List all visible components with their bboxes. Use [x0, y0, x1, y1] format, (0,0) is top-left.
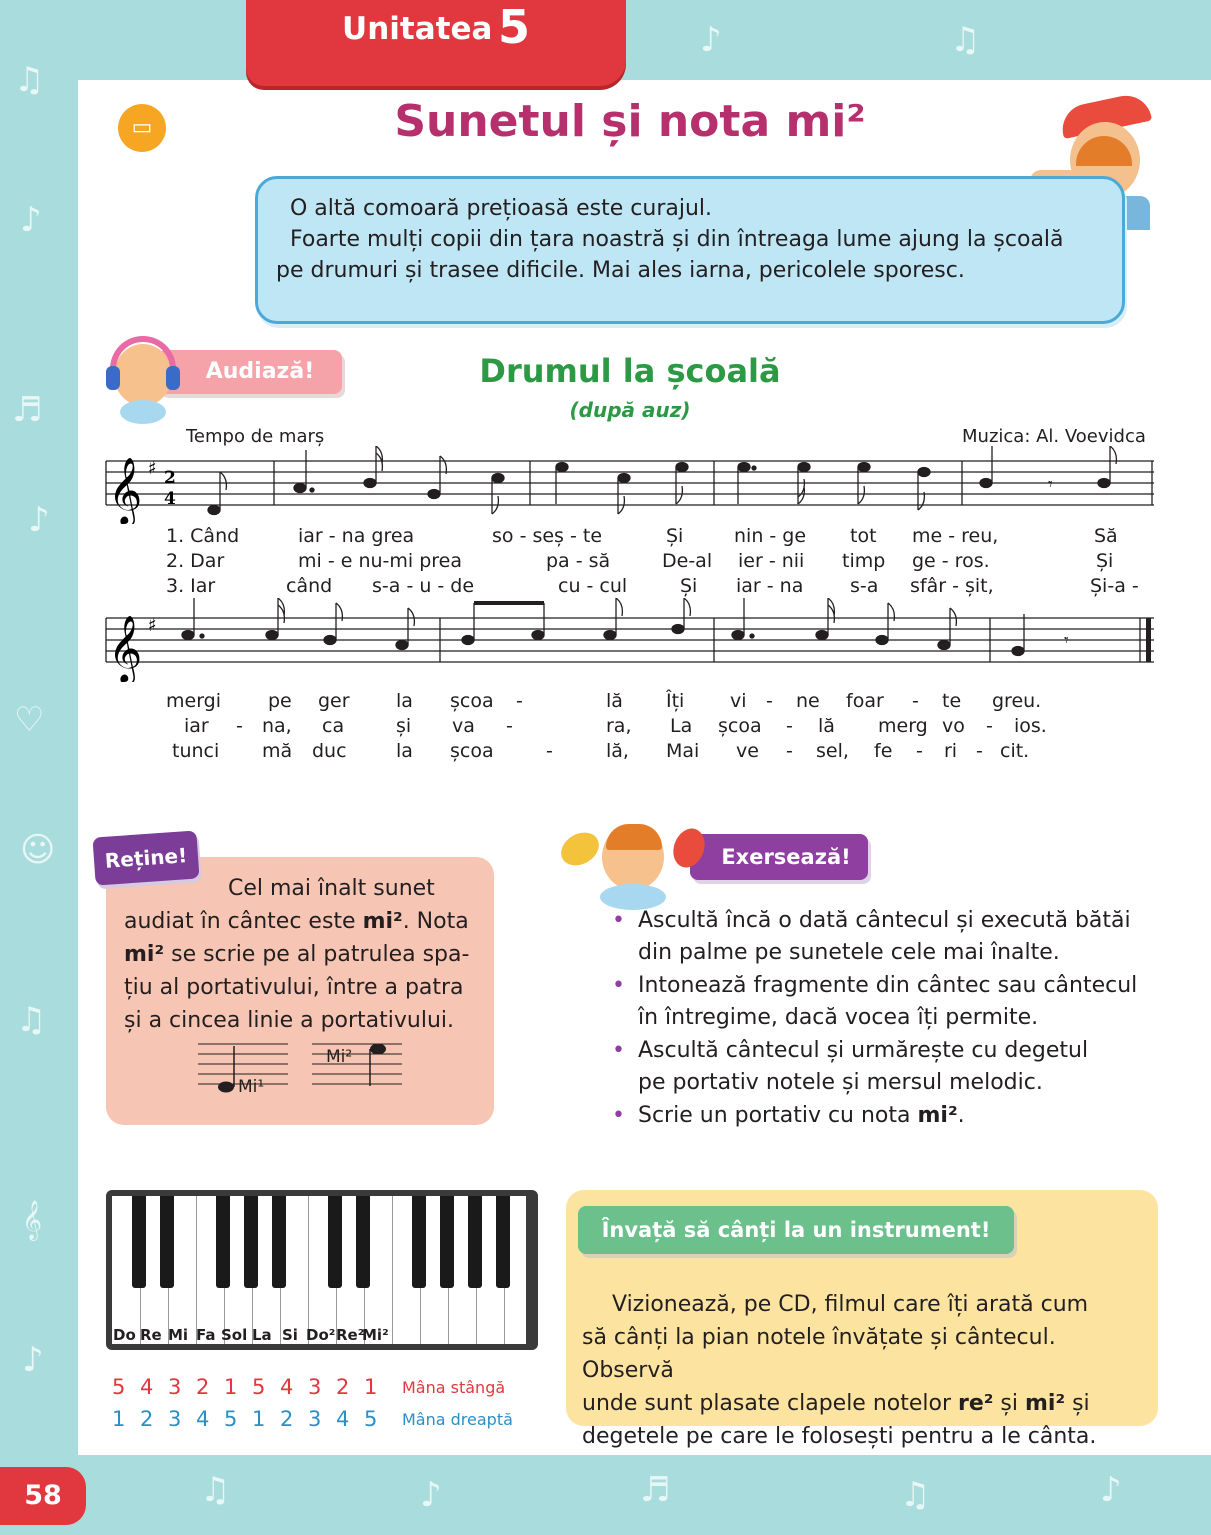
lyric-word: școa	[450, 690, 494, 712]
lyric-word: ra,	[606, 715, 632, 737]
learn-instrument-text	[582, 1288, 1152, 1453]
lyric-word: -	[516, 690, 523, 712]
lyric-word: nin - ge	[734, 525, 807, 547]
text-fragment: . Nota	[402, 909, 469, 934]
lyric-word: lă	[818, 715, 835, 737]
lyric-word: Îți	[666, 690, 685, 712]
music-note-icon: ♪	[22, 1340, 44, 1380]
lyric-word: -	[986, 715, 993, 737]
finger-number: 5	[112, 1375, 126, 1399]
intro-line: O altă comoară prețioasă este curajul.	[290, 196, 713, 221]
text-fragment: se scrie pe al patrulea spa-	[164, 942, 470, 967]
black-key	[272, 1196, 286, 1288]
lyric-word: ve	[736, 740, 759, 762]
computer-icon: ▭	[118, 104, 166, 152]
finger-number: 4	[336, 1407, 350, 1431]
practice-badge	[690, 834, 868, 880]
lyric-word: la	[396, 690, 413, 712]
bottom-border	[0, 1455, 1211, 1535]
music-note-icon: ♪	[20, 200, 42, 240]
unit-number: 5	[497, 0, 530, 54]
time-signature-bottom: 4	[164, 489, 176, 509]
lyric-word: cu - cul	[558, 575, 628, 597]
list-item-text: pe portativ notele și mersul melodic.	[638, 1070, 1043, 1095]
lyric-word: fe	[874, 740, 893, 762]
learn-line: să cânți la pian notele învățate și cântecul. Observă	[582, 1325, 1056, 1383]
svg-text:𝄾: 𝄾	[1064, 630, 1069, 651]
lyric-word: me - reu,	[912, 525, 999, 547]
black-key	[160, 1196, 174, 1288]
note-mi2: mi²	[124, 942, 165, 967]
lyric-word: 2. Dar	[166, 550, 225, 572]
lyric-word: lă,	[606, 740, 629, 762]
lyric-word: pe	[268, 690, 292, 712]
list-item	[612, 905, 1172, 969]
lyric-word: mi - e nu-mi prea	[298, 550, 463, 572]
key-label: La	[252, 1326, 272, 1344]
learn-line: Vizionează, pe CD, filmul care îți arată cum	[612, 1292, 1089, 1317]
music-note-icon: ♫	[16, 1000, 47, 1040]
remember-line	[124, 905, 474, 938]
time-signature-top: 2	[164, 468, 176, 488]
remember-line: și a cincea linie a portativului.	[124, 1008, 455, 1033]
black-key	[132, 1196, 146, 1288]
key-label: Do	[113, 1326, 136, 1344]
lyric-word: ri	[944, 740, 958, 762]
lyric-word: merg	[878, 715, 928, 737]
text-fragment: și	[1065, 1391, 1090, 1416]
remember-badge-label: Reține!	[104, 843, 188, 873]
composer-credit: Muzica: Al. Voevidca	[962, 426, 1146, 447]
lyric-word: Mai	[666, 740, 700, 762]
note-head	[218, 1082, 234, 1093]
key-label: Fa	[196, 1326, 216, 1344]
remember-line: Cel mai înalt sunet	[228, 876, 435, 901]
key-label: Re²	[336, 1326, 365, 1344]
black-key	[496, 1196, 510, 1288]
finger-number: 5	[364, 1407, 378, 1431]
tempo-marking: Tempo de marș	[186, 426, 325, 447]
lyric-word: ca	[322, 715, 345, 737]
right-hand-fingers	[112, 1407, 392, 1431]
key-label: Mi	[168, 1326, 189, 1344]
finger-number: 1	[224, 1375, 238, 1399]
black-key	[468, 1196, 482, 1288]
lyric-word: sel,	[816, 740, 849, 762]
listen-badge	[158, 350, 342, 394]
learn-instrument-tab: Învață să cânți la un instrument!	[578, 1206, 1014, 1254]
key-label: Mi²	[362, 1326, 389, 1344]
music-note-icon: ♫	[200, 1470, 231, 1510]
note-re2: re²	[958, 1391, 994, 1416]
lyric-word: ne	[796, 690, 820, 712]
remember-text	[124, 872, 474, 1037]
unit-tab	[246, 0, 626, 86]
lyric-word: -	[976, 740, 983, 762]
piano-keyboard	[106, 1190, 538, 1350]
lyric-word: tunci	[172, 740, 220, 762]
key-label: Sol	[221, 1326, 248, 1344]
text-fragment: și	[993, 1391, 1025, 1416]
music-note-icon: ♬	[640, 1470, 671, 1510]
final-barline	[1146, 618, 1151, 662]
finger-number: 4	[196, 1407, 210, 1431]
lyric-word: lă	[606, 690, 623, 712]
finger-number: 2	[336, 1375, 350, 1399]
text-fragment: .	[957, 1103, 965, 1128]
black-key	[356, 1196, 370, 1288]
note-mi2: mi²	[917, 1103, 958, 1128]
finger-number: 3	[168, 1407, 182, 1431]
lyric-word: s-a	[850, 575, 879, 597]
left-hand-fingers	[112, 1375, 392, 1399]
sharp-sign: ♯	[148, 458, 157, 479]
bullet-icon: •	[612, 973, 625, 998]
guitar-icon: ♬	[12, 390, 43, 430]
lyric-word: mergi	[166, 690, 222, 712]
finger-number: 1	[252, 1407, 266, 1431]
black-key	[440, 1196, 454, 1288]
lyric-word: și	[396, 715, 412, 737]
black-key	[328, 1196, 342, 1288]
lyric-word: va	[452, 715, 475, 737]
finger-number: 3	[168, 1375, 182, 1399]
lyric-word: când	[286, 575, 333, 597]
lyric-word: ier - nii	[738, 550, 805, 572]
lyric-word: Să	[1094, 525, 1118, 547]
note-head	[370, 1044, 386, 1055]
list-item-text: Ascultă încă o dată cântecul și execută bătăi	[638, 908, 1131, 933]
treble-clef-icon: 𝄞	[22, 1200, 43, 1240]
lyric-word: Și	[666, 525, 684, 547]
finger-number: 5	[224, 1407, 238, 1431]
lyric-word: la	[396, 740, 413, 762]
key-label: Re	[140, 1326, 162, 1344]
music-note-icon: ♪	[420, 1475, 442, 1515]
music-note-icon: ♪	[1100, 1470, 1122, 1510]
black-key	[412, 1196, 426, 1288]
lyrics-row-2	[166, 690, 1156, 770]
list-item-text: în întregime, dacă vocea îți permite.	[638, 1005, 1039, 1030]
lesson-title: Sunetul și nota mi²	[394, 96, 866, 147]
finger-number: 2	[280, 1407, 294, 1431]
staff-label-mi2: Mi²	[326, 1047, 353, 1067]
lyric-word: sfâr - șit,	[910, 575, 994, 597]
left-hand-label: Mâna stângă	[402, 1378, 506, 1397]
music-note-icon: ♫	[14, 60, 45, 100]
maracas-kid-illustration	[560, 824, 700, 910]
finger-number: 2	[196, 1375, 210, 1399]
practice-badge-label: Exersează!	[721, 845, 851, 869]
lyric-word: so - seș - te	[492, 525, 603, 547]
lyric-word: iar	[184, 715, 209, 737]
list-item-text	[638, 1100, 1172, 1132]
lyric-word: -	[766, 690, 773, 712]
lyric-word: cit.	[1000, 740, 1030, 762]
black-key	[216, 1196, 230, 1288]
list-item-text: din palme pe sunetele cele mai înalte.	[638, 940, 1060, 965]
lyric-word: 1. Când	[166, 525, 240, 547]
finger-number: 4	[140, 1375, 154, 1399]
black-key	[244, 1196, 258, 1288]
remember-line: țiu al portativului, între a patra	[124, 975, 464, 1000]
note-mi2: mi²	[1024, 1391, 1066, 1416]
song-title: Drumul la școală	[479, 352, 781, 390]
lyric-word: -	[236, 715, 243, 737]
listen-badge-label: Audiază!	[205, 359, 315, 384]
note-mi2: mi²	[362, 909, 403, 934]
lyric-word: iar - na	[736, 575, 804, 597]
lyric-word: La	[670, 715, 693, 737]
text-fragment: Scrie un portativ cu nota	[638, 1103, 918, 1128]
music-note-icon: ♪	[28, 500, 50, 540]
staff-label-mi1: Mi¹	[238, 1077, 265, 1096]
text-fragment: audiat în cântec este	[124, 909, 363, 934]
list-item-text: Intonează fragmente din cântec sau cântecul	[638, 973, 1138, 998]
finger-number: 3	[308, 1375, 322, 1399]
text-fragment: unde sunt plasate clapele notelor	[582, 1391, 959, 1416]
lyric-word: -	[546, 740, 553, 762]
lyric-word: vi	[730, 690, 747, 712]
lyric-word: școa	[450, 740, 494, 762]
intro-line: pe drumuri și trasee dificile. Mai ales iarna, pericolele sporesc.	[276, 258, 965, 283]
smiley-icon: ☺	[20, 830, 56, 870]
lyric-word: greu.	[992, 690, 1042, 712]
lyric-word: foar	[846, 690, 884, 712]
lyric-word: -	[506, 715, 513, 737]
bullet-icon: •	[612, 908, 625, 933]
lyric-word: -	[916, 740, 923, 762]
song-subtitle: (după auz)	[569, 398, 691, 422]
lyric-word: te	[942, 690, 962, 712]
music-note-icon: ♫	[900, 1475, 931, 1515]
sharp-sign: ♯	[148, 615, 157, 636]
music-note-icon: ♪	[700, 20, 722, 60]
lyric-word: -	[912, 690, 919, 712]
page-number: 58	[0, 1467, 86, 1525]
finger-number: 4	[280, 1375, 294, 1399]
lyric-word: De-al	[662, 550, 713, 572]
treble-clef-icon: 𝄞	[108, 456, 143, 524]
finger-number: 1	[112, 1407, 126, 1431]
treble-clef-icon: 𝄞	[108, 614, 143, 682]
lyric-word: mă	[262, 740, 293, 762]
lyric-word: s-a - u - de	[372, 575, 475, 597]
lyric-word: timp	[842, 550, 886, 572]
list-item	[612, 1100, 1172, 1132]
learn-line: degetele pe care le folosești pentru a le cânta.	[582, 1424, 1097, 1449]
mi-staff-examples	[198, 1040, 404, 1096]
lyric-word: tot	[850, 525, 877, 547]
lyric-word: pa - să	[546, 550, 611, 572]
svg-text:𝄾: 𝄾	[1048, 474, 1053, 495]
lyrics-row-1	[166, 525, 1156, 603]
lyric-word: ge - ros.	[912, 550, 990, 572]
lyric-word: na,	[262, 715, 292, 737]
finger-number: 1	[364, 1375, 378, 1399]
lyric-word: -	[786, 715, 793, 737]
list-item	[612, 970, 1172, 1034]
heart-icon: ♡	[14, 700, 45, 740]
list-item	[612, 1035, 1172, 1099]
right-hand-label: Mâna dreaptă	[402, 1410, 513, 1429]
white-keys	[112, 1196, 526, 1344]
music-note-icon: ♫	[950, 20, 981, 60]
list-item-text: Ascultă cântecul și urmărește cu degetul	[638, 1038, 1089, 1063]
unit-label: Unitatea	[342, 11, 493, 47]
lyric-word: duc	[312, 740, 347, 762]
intro-line: Foarte mulți copii din țara noastră și din întreaga lume ajung la școală	[290, 227, 1064, 252]
key-label: Do²	[306, 1326, 336, 1344]
lyric-word: -	[786, 740, 793, 762]
headphones-kid-illustration	[106, 336, 178, 426]
finger-number: 2	[140, 1407, 154, 1431]
intro-box	[255, 176, 1125, 324]
lyric-word: iar - na grea	[298, 525, 415, 547]
lyric-word: vo	[942, 715, 965, 737]
lyric-word: Și	[680, 575, 698, 597]
staff-system-2	[104, 598, 1156, 682]
lyric-word: ios.	[1014, 715, 1047, 737]
lyric-word: școa	[718, 715, 762, 737]
lyric-word: Și-a -	[1090, 575, 1139, 597]
learn-line	[582, 1387, 1152, 1420]
staff-system-1	[104, 446, 1156, 524]
lyric-word: ger	[318, 690, 350, 712]
finger-number: 3	[308, 1407, 322, 1431]
practice-list	[612, 905, 1172, 1133]
finger-number: 5	[252, 1375, 266, 1399]
remember-line	[124, 938, 474, 971]
bullet-icon: •	[612, 1038, 625, 1063]
lyric-word: 3. Iar	[166, 575, 216, 597]
lyric-word: Și	[1096, 550, 1114, 572]
bullet-icon: •	[612, 1103, 625, 1128]
key-label: Si	[282, 1326, 298, 1344]
